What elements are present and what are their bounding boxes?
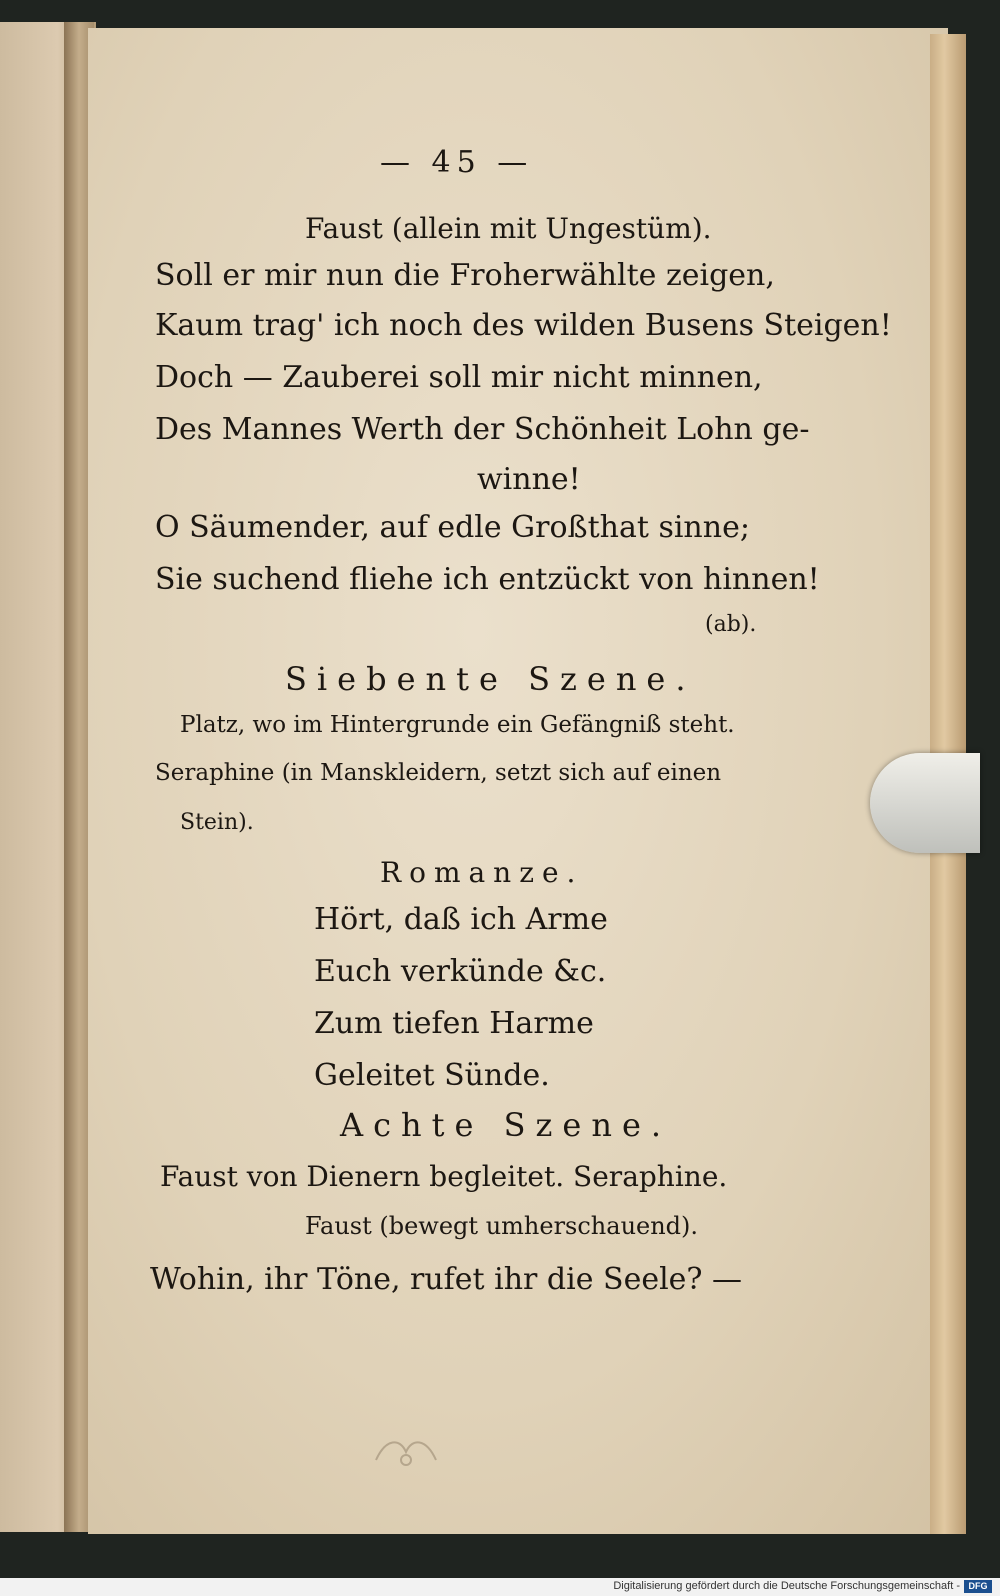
romanze-line: Euch verkünde &c. bbox=[314, 954, 607, 989]
printer-ornament-icon bbox=[370, 1430, 442, 1470]
scene-7-direction-cont: Stein). bbox=[180, 810, 254, 835]
verse-line: Sie suchend fliehe ich entzückt von hinnen! bbox=[155, 562, 820, 597]
scene-8-heading: Achte Szene. bbox=[340, 1106, 672, 1144]
verse-line: Kaum trag' ich noch des wilden Busens Steigen! bbox=[155, 308, 892, 343]
page-number: — 45 — bbox=[380, 145, 534, 180]
verse-line: Des Mannes Werth der Schönheit Lohn ge- bbox=[155, 412, 810, 447]
scene-7-direction: Seraphine (in Manskleidern, setzt sich auf einen bbox=[155, 760, 722, 786]
bookmark-tab bbox=[870, 753, 980, 853]
speaker-faust-2: Faust (bewegt umherschauend). bbox=[305, 1212, 699, 1240]
verse-line: Wohin, ihr Töne, rufet ihr die Seele? — bbox=[150, 1262, 743, 1297]
romanze-heading: Romanze. bbox=[380, 856, 584, 889]
verse-line: winne! bbox=[477, 462, 581, 497]
verse-line: Doch — Zauberei soll mir nicht minnen, bbox=[155, 360, 763, 395]
scene-7-setting: Platz, wo im Hintergrunde ein Gefängniß steht. bbox=[180, 712, 735, 738]
stage-direction-ab: (ab). bbox=[705, 612, 757, 637]
verse-line: Soll er mir nun die Froherwählte zeigen, bbox=[155, 258, 775, 293]
romanze-line: Geleitet Sünde. bbox=[314, 1058, 550, 1093]
romanze-line: Zum tiefen Harme bbox=[314, 1006, 594, 1041]
romanze-line: Hört, daß ich Arme bbox=[314, 902, 608, 937]
speaker-faust-1: Faust (allein mit Ungestüm). bbox=[305, 212, 712, 245]
footer-credit: Digitalisierung gefördert durch die Deutsche Forschungsgemeinschaft - bbox=[613, 1580, 960, 1592]
scene-8-setting: Faust von Dienern begleitet. Seraphine. bbox=[160, 1160, 728, 1193]
verse-line: O Säumender, auf edle Großthat sinne; bbox=[155, 510, 750, 545]
scene-7-heading: Siebente Szene. bbox=[285, 660, 696, 698]
dfg-logo: DFG bbox=[964, 1580, 992, 1593]
